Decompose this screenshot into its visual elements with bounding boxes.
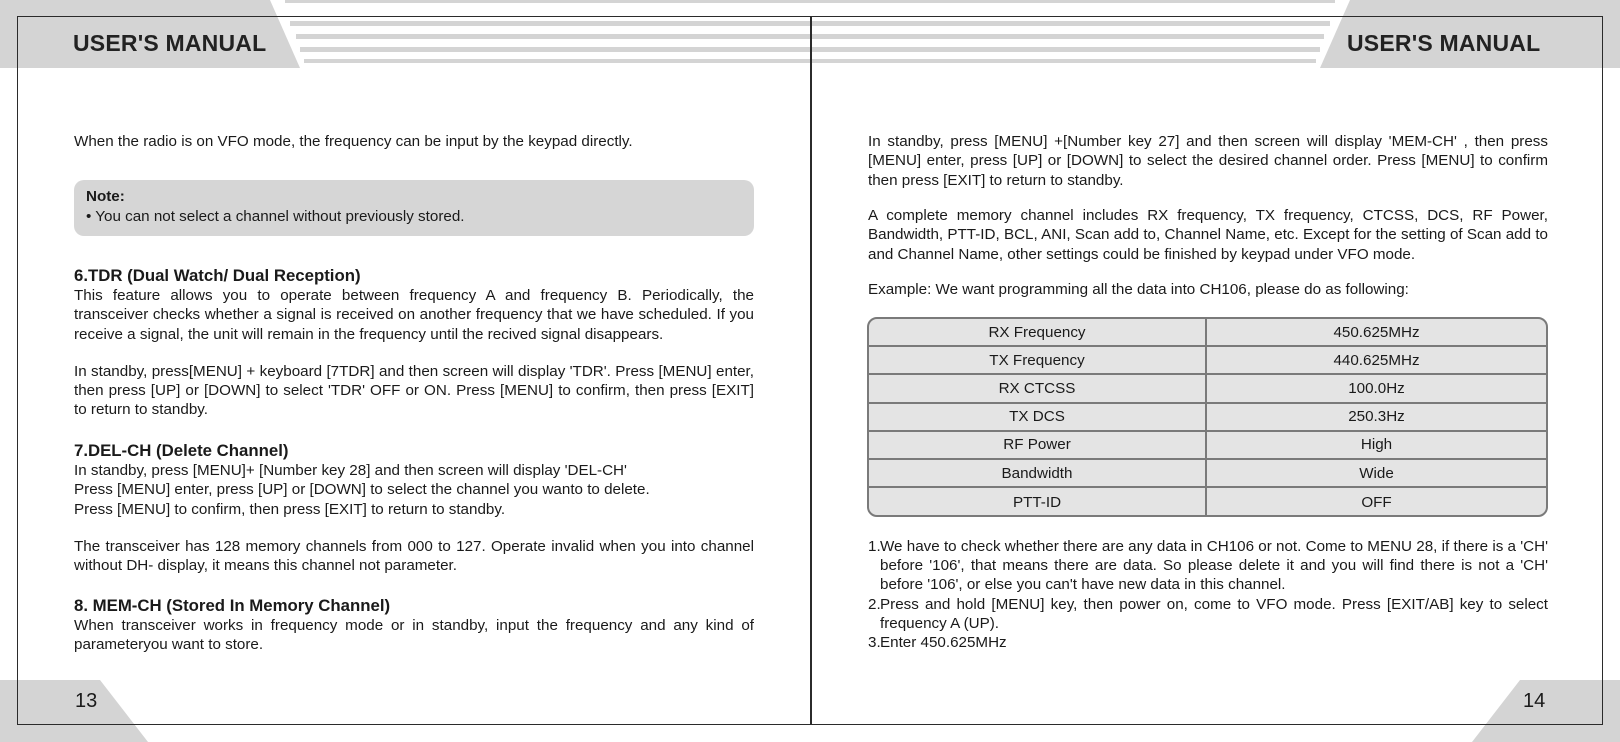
list-item	[868, 633, 1548, 652]
table-row	[869, 347, 1546, 375]
example-intro	[868, 280, 1548, 299]
delch-heading: 7.DEL-CH (Delete Channel)	[74, 441, 289, 460]
step-text: Enter 450.625MHz	[880, 634, 1007, 652]
example-steps	[868, 537, 1548, 652]
memory-channel-contents-text: A complete memory channel includes RX frequency, TX frequency, CTCSS, DCS, RF Power, Bandwidth, PTT-ID, BCL, ANI, Scan add to, Channel Name, etc. Except for the setting of Scan add to and Channel Name, other settings could be finished by keypad under VFO mode.	[868, 207, 1548, 263]
tdr-paragraph-1: This feature allows you to operate between frequency A and frequency B. Periodically, the transceiver checks whether a signal is received on another frequency that we have scheduled. If you receive a signal, the unit will remain in the frequency until the recived signal disappears.	[74, 287, 754, 343]
table-cell-value: 250.3Hz	[1348, 408, 1405, 426]
delch-paragraph-2: The transceiver has 128 memory channels from 000 to 127. Operate invalid when you into channel without DH- display, it means this channel not parameter.	[74, 537, 754, 575]
right-page-number: 14	[1523, 690, 1546, 712]
page-gutter-divider	[810, 16, 812, 725]
delch-line-2: Press [MENU] enter, press [UP] or [DOWN] to select the channel you wanto to delete.	[74, 481, 650, 499]
table-cell-setting: PTT-ID	[869, 488, 1207, 516]
memch-heading: 8. MEM-CH (Stored In Memory Channel)	[74, 596, 391, 615]
delch-line-1: In standby, press [MENU]+ [Number key 28] and then screen will display 'DEL-CH'	[74, 462, 627, 479]
table-cell-value: 440.625MHz	[1333, 351, 1420, 369]
table-cell-value: 450.625MHz	[1333, 323, 1420, 341]
memch-paragraph: When transceiver works in frequency mode or in standby, input the frequency and any kind of parameteryou want to store.	[74, 617, 754, 654]
delch-section	[74, 441, 754, 575]
example-settings-table	[867, 317, 1548, 517]
example-intro-text: Example: We want programming all the data into CH106, please do as following:	[868, 281, 1409, 298]
table-row	[869, 319, 1546, 347]
table-row	[869, 404, 1546, 432]
table-cell-value: High	[1360, 436, 1393, 454]
table-cell-value: Wide	[1359, 464, 1394, 482]
step-number: 3.	[868, 634, 881, 652]
note-box	[74, 180, 754, 236]
left-header-title: USER'S MANUAL	[73, 30, 267, 56]
note-title: Note:	[86, 188, 125, 205]
note-bullet: • You can not select a channel without previously stored.	[86, 208, 465, 225]
memch-section	[74, 596, 754, 655]
tdr-section	[74, 266, 754, 420]
table-cell-setting: Bandwidth	[869, 460, 1207, 486]
memory-channel-contents	[868, 206, 1548, 264]
table-cell-setting: TX DCS	[869, 404, 1207, 430]
table-row	[869, 432, 1546, 460]
tdr-heading: 6.TDR (Dual Watch/ Dual Reception)	[74, 266, 361, 285]
step-text: We have to check whether there are any data in CH106 or not. Come to MENU 28, if there is a 'CH' before '106', that means there are data. So please delete it and you will find there is not a 'CH' before '106', or else you can't have new data in this channel.	[880, 538, 1548, 594]
table-row	[869, 375, 1546, 403]
step-text: Press and hold [MENU] key, then power on, come to VFO mode. Press [EXIT/AB] key to select frequency A (UP).	[880, 595, 1548, 632]
right-header-title: USER'S MANUAL	[1347, 30, 1541, 56]
list-item	[868, 595, 1548, 633]
vfo-intro	[74, 132, 754, 151]
memch-instructions-text: In standby, press [MENU] +[Number key 27] and then screen will display 'MEM-CH' , then press [MENU] enter, press [UP] or [DOWN] to select the desired channel order. Press [MENU] to confirm then press [EXIT] to return to standby.	[868, 133, 1548, 189]
memch-instructions	[868, 132, 1548, 190]
tdr-paragraph-2: In standby, press[MENU] + keyboard [7TDR] and then screen will display 'TDR'. Press [MENU] enter, then press [UP] or [DOWN] to select 'TDR' OFF or ON. Press [MENU] to confirm, then press [EXIT] to return to standby.	[74, 362, 754, 419]
delch-line-3: Press [MENU] to confirm, then press [EXIT] to return to standby.	[74, 500, 506, 518]
left-page-number: 13	[75, 690, 98, 712]
step-number: 1.	[868, 538, 881, 555]
table-cell-setting: TX Frequency	[869, 347, 1207, 373]
table-cell-setting: RX CTCSS	[869, 375, 1207, 401]
table-cell-value: OFF	[1361, 493, 1392, 511]
table-cell-setting: RX Frequency	[869, 319, 1207, 345]
table-row	[869, 460, 1546, 488]
step-number: 2.	[868, 595, 881, 613]
table-cell-value: 100.0Hz	[1348, 379, 1405, 397]
list-item	[868, 537, 1548, 595]
table-row	[869, 488, 1546, 516]
table-cell-setting: RF Power	[869, 432, 1207, 458]
vfo-intro-text: When the radio is on VFO mode, the frequency can be input by the keypad directly.	[74, 133, 633, 150]
